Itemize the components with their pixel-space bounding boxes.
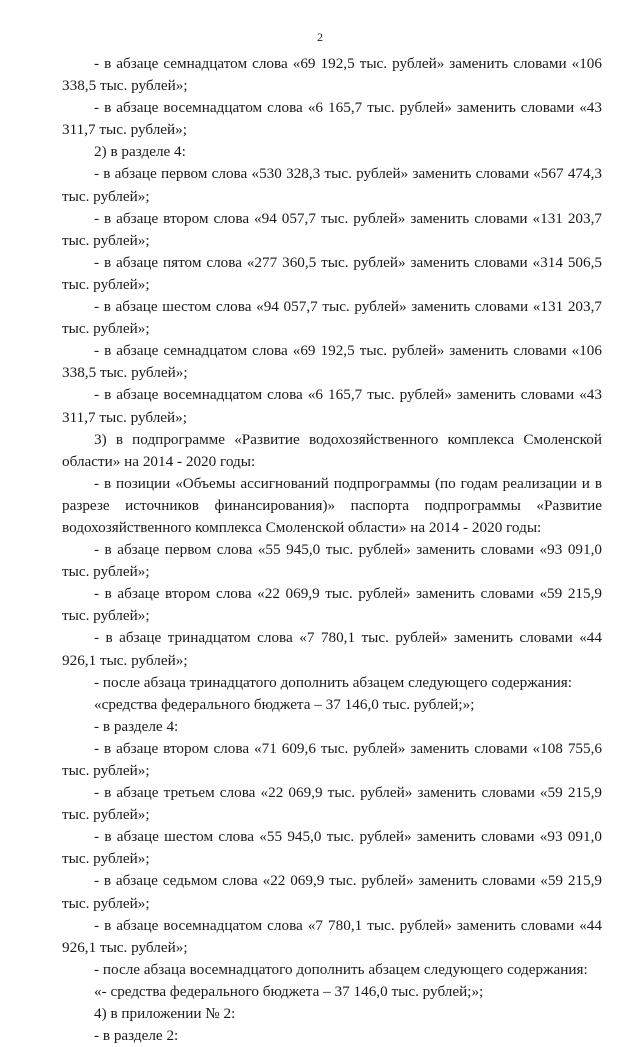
paragraph: - в абзаце втором слова «71 609,6 тыс. рублей» заменить словами «108 755,6 тыс. рублей»;	[62, 739, 602, 779]
page-number: 2	[317, 30, 323, 44]
paragraph: - в абзаце тринадцатом слова «7 780,1 тыс. рублей» заменить словами «44 926,1 тыс. рублей»;	[62, 629, 602, 669]
paragraph: - в абзаце седьмом слова «22 069,9 тыс. рублей» заменить словами «59 215,9 тыс. рублей»;	[62, 872, 602, 912]
document-body	[62, 53, 602, 1047]
paragraph: 2) в разделе 4:	[94, 143, 186, 161]
paragraph: - в позиции «Объемы ассигнований подпрограммы (по годам реализации и в разрезе источников финансирования)» паспорта подпрограммы «Развитие водохозяйственного комплекса Смоленской области» на 2014 - 2020 годы:	[62, 474, 602, 536]
paragraph: - в абзаце восемнадцатом слова «6 165,7 тыс. рублей» заменить словами «43 311,7 тыс. рублей»;	[62, 386, 602, 426]
paragraph: - в абзаце шестом слова «55 945,0 тыс. рублей» заменить словами «93 091,0 тыс. рублей»;	[62, 828, 602, 868]
paragraph: - в абзаце семнадцатом слова «69 192,5 тыс. рублей» заменить словами «106 338,5 тыс. рублей»;	[62, 342, 602, 382]
paragraph: - в абзаце семнадцатом слова «69 192,5 тыс. рублей» заменить словами «106 338,5 тыс. рублей»;	[62, 55, 602, 95]
paragraph: «- средства федерального бюджета – 37 146,0 тыс. рублей;»;	[94, 982, 484, 1000]
paragraph: - после абзаца восемнадцатого дополнить абзацем следующего содержания:	[94, 960, 588, 978]
paragraph: - в абзаце восемнадцатом слова «7 780,1 тыс. рублей» заменить словами «44 926,1 тыс. рублей»;	[62, 916, 602, 956]
paragraph: - в абзаце первом слова «530 328,3 тыс. рублей» заменить словами «567 474,3 тыс. рублей»;	[62, 165, 602, 205]
paragraph: - после абзаца тринадцатого дополнить абзацем следующего содержания:	[94, 673, 572, 691]
paragraph: - в абзаце втором слова «94 057,7 тыс. рублей» заменить словами «131 203,7 тыс. рублей»;	[62, 209, 602, 249]
paragraph: - в абзаце восемнадцатом слова «6 165,7 тыс. рублей» заменить словами «43 311,7 тыс. рублей»;	[62, 99, 602, 139]
paragraph: - в абзаце шестом слова «94 057,7 тыс. рублей» заменить словами «131 203,7 тыс. рублей»;	[62, 298, 602, 338]
paragraph: - в абзаце втором слова «22 069,9 тыс. рублей» заменить словами «59 215,9 тыс. рублей»;	[62, 585, 602, 625]
paragraph: - в абзаце пятом слова «277 360,5 тыс. рублей» заменить словами «314 506,5 тыс. рублей»;	[62, 253, 602, 293]
paragraph: - в разделе 2:	[94, 1027, 179, 1045]
paragraph: - в разделе 4:	[94, 717, 179, 735]
paragraph: - в абзаце первом слова «55 945,0 тыс. рублей» заменить словами «93 091,0 тыс. рублей»;	[62, 541, 602, 581]
paragraph: - в абзаце третьем слова «22 069,9 тыс. рублей» заменить словами «59 215,9 тыс. рублей»;	[62, 784, 602, 824]
paragraph: 4) в приложении № 2:	[94, 1005, 236, 1023]
paragraph: 3) в подпрограмме «Развитие водохозяйственного комплекса Смоленской области» на 2014 - 2020 годы:	[62, 430, 602, 470]
paragraph: «средства федерального бюджета – 37 146,0 тыс. рублей;»;	[94, 695, 475, 713]
